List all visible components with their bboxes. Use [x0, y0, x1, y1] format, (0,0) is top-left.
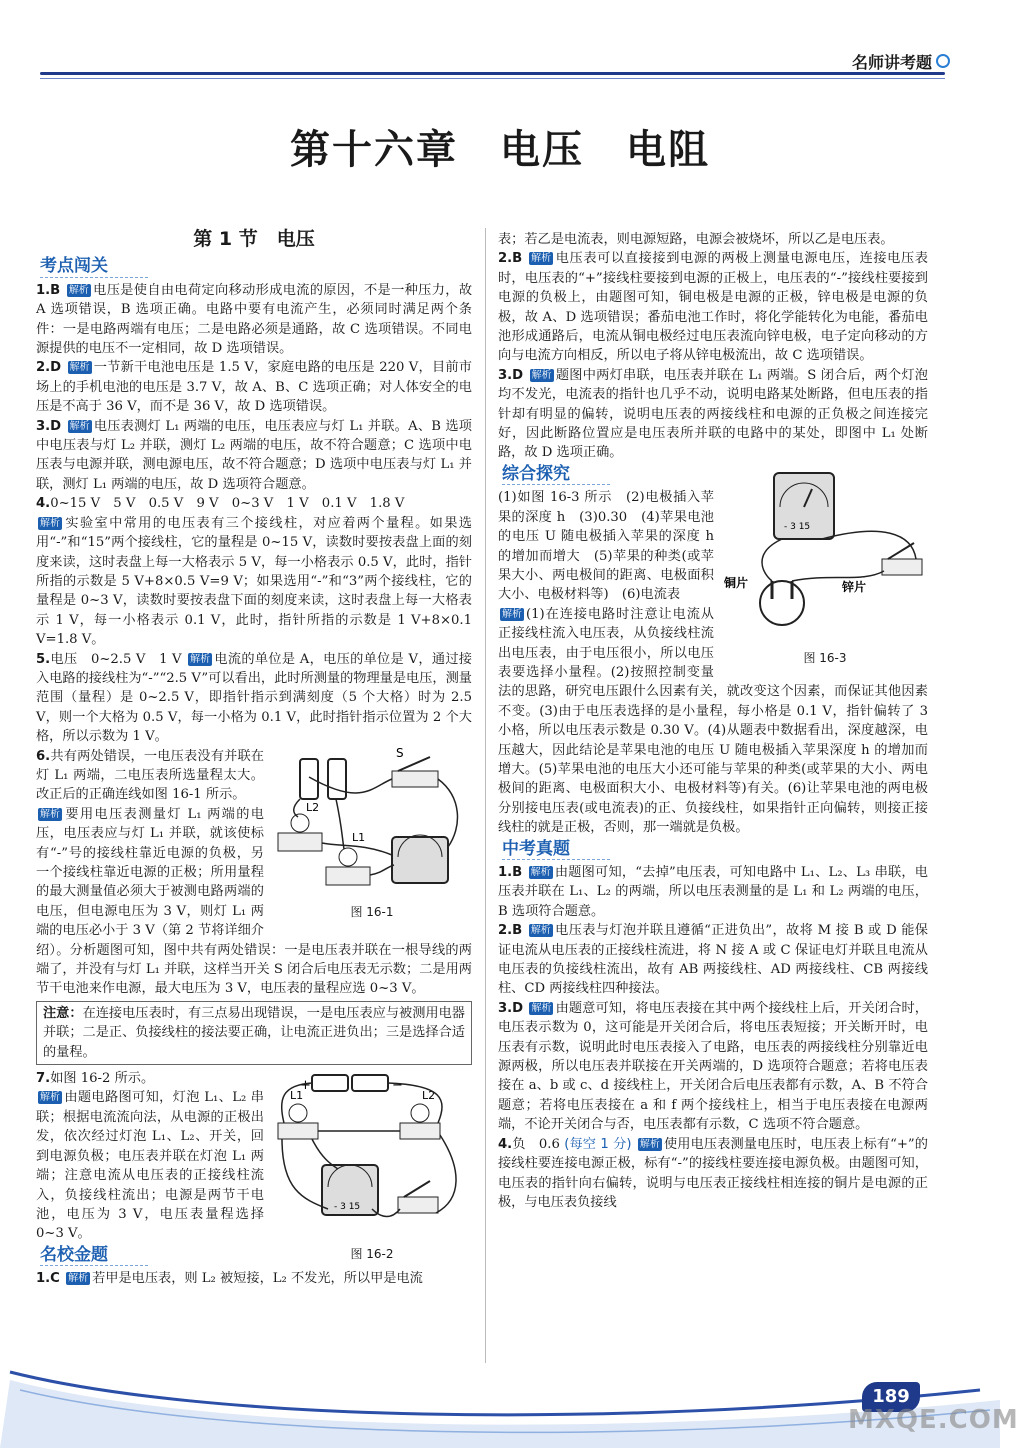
- left-column: [36, 230, 472, 1289]
- page-number: 189: [862, 1382, 920, 1412]
- svg-text:L1: L1: [352, 830, 366, 844]
- circuit-diagram-16-2: [272, 1069, 472, 1245]
- analysis-tag: 解析: [190, 653, 211, 665]
- answer-item: 1.B 解析 电压是使自由电荷定向移动形成电流的原因，不是一种压力，故 A 选项错误，B 选项正确。电路中要有电流产生，必须同时满足两个条件：一是电路两端有电压；二是电路必须是通路，故 C 选项错误。不同电源提供的电压不一定相同，故 D 选项错误。: [36, 282, 473, 357]
- figure-16-3: [722, 463, 928, 669]
- answer-item: 4.0~15 V 5 V 0.5 V 9 V 0~3 V 1 V 0.1 V 1.8 V 解析 实验室中常用的电压表有三个接线柱，对应着两个量程。如果选用“-”和“15”两个接线柱，它的量程是 0~15 V，读数时要按表盘上面的刻度来读，这时表盘上每一大格表示 5 V，每一小格表示 0.5 V，此时，指针所指的示数是 5 V+8×0.5 V=9 V；如果选用“-”和“3”两个接线柱，它的量程是 0~3 V，读数时要按表盘下面的刻度来读，这时表盘上每一大格表示 1 V，每一小格表示 0.1 V，此时，指针所指的示数是 1 V+8×0.1 V=1.8 V。: [36, 496, 472, 648]
- analysis-tag: 解析: [530, 925, 551, 937]
- answer-item: 2.B 解析 电压表可以直接接到电源的两极上测量电源电压，连接电压表时，电压表的“+”接线柱要接到电源的正极上，电压表的“-”接线柱要接到电源的负极上，由题图可知，铜电极是电源的正极，锌电极是电源的负极，故 A、D 选项错误；番茄电池工作时，将化学能转化为电能，番茄电池形成通路后，电流从铜电极经过电压表流向锌电极，电子定向移动的方向与电流方向相反，所以电子将从锌电极流出，故 C 选项错误。: [498, 251, 928, 364]
- answer-block: (1)如图 16-3 所示 (2)电极插入苹果的深度 h (3)0.30 (4)苹果电池的电压 U 随电极插入苹果的深度 h 的增加而增大 (5)苹果的种类(或苹果大小、两电极间的距离、电极面积大小、电极材料等) (6)电流表: [498, 490, 714, 603]
- answer-item-continued: 表；若乙是电流表，则电源短路，电源会被烧坏，所以乙是电压表。: [498, 232, 894, 247]
- answer-item: 3.D 解析 由题意可知，将电压表接在其中两个接线柱上后，开关闭合时，电压表示数为 0，这可能是开关闭合后，将电压表短接；开关断开时，电压表有示数，说明此时电压表接入了电路，电压表的两接线柱分别靠近电源两极，所以电压表并联接在开关两端的，D 选项符合题意；若将电压表接在 a、b 或 c、d 接线柱上，开关闭合后电压表都有示数，A、B 不符合题意；若将电压表接在 a 和 f 两个接线柱上，相当于电压表接在电源两端，不论开关闭合与否，电压表都有示数，C 选项不符合题意。: [498, 1000, 928, 1133]
- analysis-tag: 解析: [530, 867, 551, 878]
- answer-item: 6.共有两处错误，一电压表没有并联在灯 L₁ 两端，二电压表所选量程太大。改正后的正确连线如图 16-1 所示。 解析 要用电压表测量灯 L₁ 两端的电压，电压表应与灯 L₁ 并联，就该使标有“-”号的接线柱靠近电源的负极，另一个接线柱靠近电源的正极；所用量程的最大测量值必须大于被测电路两端的电压，但电源电压为 3 V，则灯 L₁ 两端的电压必小于 3 V（第 2 节将详细介绍）。分析题图可知，图中共有两处错误：一是电压表并联在一根导线的两端了，并没有与灯 L₁ 并联，这样当开关 S 闭合后电压表无示数；二是用两节干电池来作电源，最大电压为 3 V，电压表的量程应选 0~3 V。: [36, 748, 472, 997]
- svg-text:L2: L2: [306, 800, 320, 814]
- analysis-tag: 解析: [531, 253, 552, 265]
- analysis-block: 解析 (1)在连接电路时注意让电流从正接线柱流入电压表，从负接线柱流出电压表，由于电压很小，所以电压表要选择小量程。(2)按照控制变量法的思路，研究电压跟什么因素有关，就改变这个因素，而保证其他因素不变。(3)由于电压表选择的是小量程，每小格是 0.1 V，指针偏转了 3 小格，所以电压表示数是 0.30 V。(4)从题表中数据看出，深度越深，电压越大，因此结论是苹果电池的电压 U 随电极插入苹果深度 h 的增加而增大。(5)苹果电池的电压大小还可能与苹果的种类(或苹果的大小、两电极间的距离、电极面积大小、电极材料等)有关。(6)让苹果电池的两电极分别接电压表(或电流表)的正、负接线柱，如果指针正向偏转，则接正接线柱的就是正极，否则，那一端就是负极。: [498, 606, 928, 836]
- analysis-tag: 解析: [502, 608, 522, 620]
- analysis-tag: 解析: [40, 808, 60, 820]
- copper-label: 铜片: [724, 575, 749, 590]
- heading-zonghe: 综合探究: [502, 465, 610, 485]
- answer-item: 3.D 解析 电压表测灯 L₁ 两端的电压，电压表应与灯 L₁ 并联。A、B 选项中电压表与灯 L₂ 并联，测灯 L₂ 两端的电压，故不符合题意；C 选项中电压表与电源并联，测电源电压，故不符合题意；D 选项中电压表与灯 L₁ 并联，测灯 L₁ 两端的电压，故 D 选项符合题意。: [36, 418, 472, 492]
- heading-zhongkao: 中考真题: [502, 840, 610, 860]
- column-divider: [485, 228, 486, 1363]
- figure-caption: 图 16-3: [803, 650, 847, 665]
- svg-text:−: −: [392, 1078, 403, 1094]
- answer-item: 4.负 0.6 (每空 1 分) 解析 使用电压表测量电压时，电压表上标有“+”的接线柱要连接电源正极，标有“-”的接线柱要连接电源负极。由题图可知，电压表的指针向右偏转，说明与电压表正接线柱相连接的铜片是电源的正极，与电压表负接线: [498, 1136, 928, 1210]
- figure-16-2: [272, 1069, 472, 1265]
- section-title: 第 1 节 电压: [193, 228, 315, 250]
- svg-text:+: +: [300, 1078, 311, 1094]
- heading-kaodian: 考点闯关: [40, 257, 148, 277]
- watermark: MXQE.COM: [848, 1405, 1019, 1435]
- header-rule: [40, 72, 945, 75]
- analysis-tag: 解析: [531, 369, 552, 381]
- header-circle-icon: [936, 54, 950, 68]
- apple-battery-diagram: [722, 463, 928, 649]
- analysis-tag: 解析: [68, 284, 89, 296]
- figure-caption: 图 16-1: [350, 904, 394, 919]
- analysis-tag: 解析: [68, 1273, 89, 1285]
- zinc-label: 锌片: [842, 579, 867, 594]
- figure-16-1: [272, 747, 472, 923]
- answer-item: 2.D 解析 一节新干电池电压是 1.5 V，家庭电路的电压是 220 V，目前市场上的手机电池的电压是 3.7 V，故 A、B、C 选项正确；对人体安全的电压是不高于 36 V，而不是 36 V，故 D 选项错误。: [36, 360, 472, 415]
- header-title: 名师讲考题: [851, 53, 932, 72]
- heading-mingxiao: 名校金题: [40, 1246, 148, 1266]
- circuit-diagram-16-1: [272, 747, 472, 903]
- analysis-tag: 解析: [69, 420, 90, 432]
- answer-item: 3.D 解析 题图中两灯串联，电压表并联在 L₁ 两端。S 闭合后，两个灯泡均不发光，电流表的指针也几乎不动，说明电路某处断路，但电压表的指针却有明显的偏转，说明电压表的两接线柱和电源的正负极之间连接完好，因此断路位置应是电压表所并联的电路中的某处，即图中 L₁ 处断路，故 D 选项正确。: [498, 367, 928, 461]
- svg-text:L2: L2: [422, 1089, 436, 1103]
- figure-caption: 图 16-2: [350, 1247, 394, 1262]
- score-note: (每空 1 分): [564, 1136, 632, 1152]
- svg-text:- 3 15: - 3 15: [334, 1202, 361, 1213]
- svg-text:L1: L1: [290, 1089, 304, 1103]
- answer-item: 5.电压 0~2.5 V 1 V 解析 电流的单位是 A，电压的单位是 V，通过接入电路的接线柱为“-”“2.5 V”可以看出，此时所测量的物理量是电压，测量范围（量程）是 0~2.5 V，即指针指示到满刻度（5 个大格）时为 2.5 V，则一个大格为 0.5 V，每一小格为 0.1 V，此时指针指示位置为 2 个大格，所以示数为 1 V。: [36, 651, 472, 745]
- analysis-tag: 解析: [40, 1092, 60, 1104]
- analysis-tag: 解析: [40, 517, 60, 529]
- svg-text:S: S: [396, 745, 404, 760]
- answer-item: 1.C 解析 若甲是电压表，则 L₂ 被短接，L₂ 不发光，所以甲是电流: [36, 1271, 423, 1287]
- analysis-tag: 解析: [531, 1002, 552, 1014]
- note-box: 注意：在连接电压表时，有三点易出现错误，一是电压表应与被测用电器并联；二是正、负接线柱的接法要正确，让电流正进负出；三是选择合适的量程。: [36, 1001, 472, 1065]
- chapter-title: 第十六章 电压 电阻: [290, 127, 710, 173]
- header-rule-thin: [40, 78, 945, 79]
- svg-text:- 3 15: - 3 15: [784, 521, 811, 532]
- right-column: [498, 230, 928, 1212]
- answer-item: 7.如图 16-2 所示。 解析 由题电路图可知，灯泡 L₁、L₂ 串联；根据电流流向法，从电源的正极出发，依次经过灯泡 L₁、L₂、开关，回到电源负极；电压表并联在灯泡 L₁ 两端；注意电流从电压表的正接线柱流入，负接线柱流出；电源是两节干电池，电压为 3 V，电压表量程选择 0~3 V。: [36, 1071, 264, 1242]
- answer-item: 2.B 解析 电压表与灯泡并联且遵循“正进负出”，故将 M 接 B 或 D 能保证电流从电压表的正接线柱流进，将 N 接 A 或 C 保证电灯并联且电流从电压表的负接线柱流出，故有 AB 两接线柱、AD 两接线柱、CB 两接线柱、CD 两接线柱四种接法。: [498, 923, 928, 997]
- analysis-tag: 解析: [639, 1138, 660, 1150]
- answer-item: 1.B 解析 由题图可知，“去掉”电压表，可知电路中 L₁、L₂、L₃ 串联，电压表并联在 L₁、L₂ 的两端，所以电压表测量的是 L₁ 和 L₂ 两端的电压，B 选项符合题意。: [498, 865, 928, 919]
- analysis-tag: 解析: [69, 362, 90, 374]
